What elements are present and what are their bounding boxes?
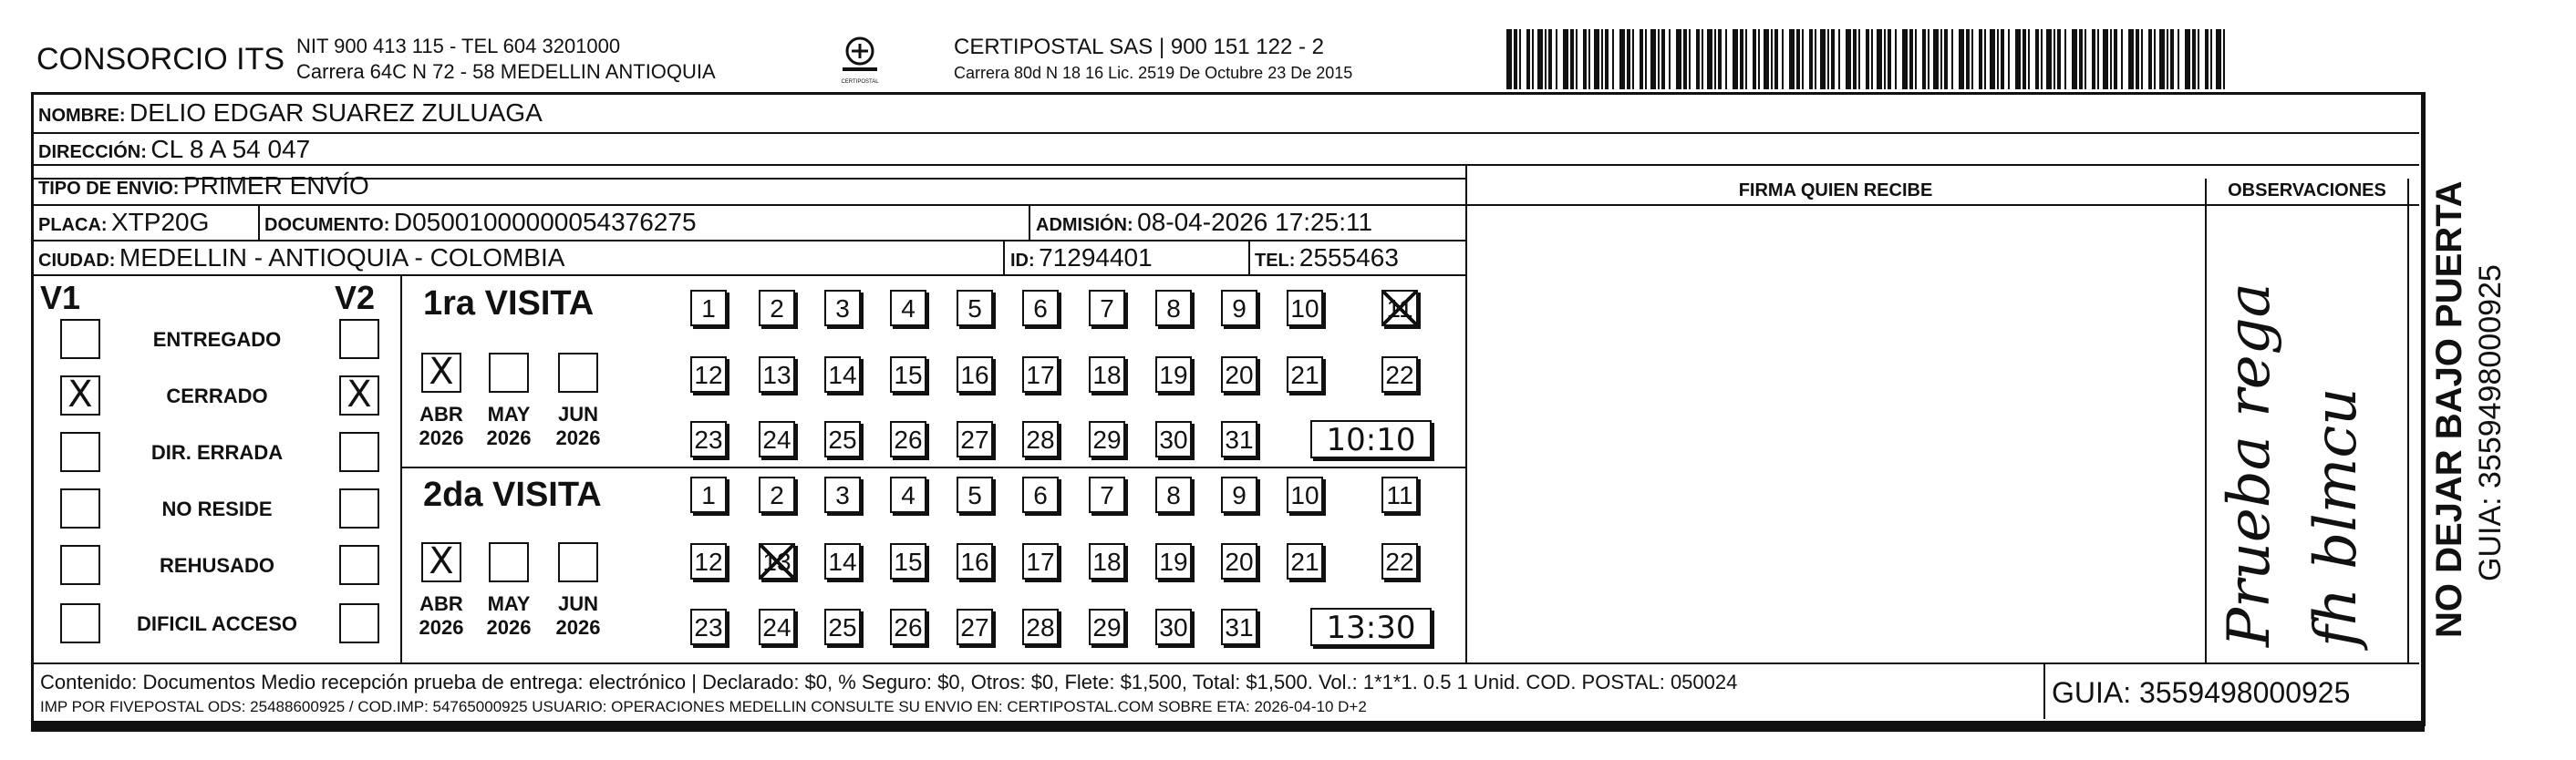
side-guia: GUIA: 3559498000925 — [2473, 264, 2508, 581]
visit2-day-box[interactable]: 18 — [1089, 543, 1125, 580]
barcode-bar — [2178, 29, 2179, 89]
barcode-bar — [1537, 29, 1543, 89]
barcode-bar — [2154, 29, 2156, 89]
visit1-day-box[interactable]: 28 — [1022, 421, 1059, 457]
barcode-bar — [1519, 29, 1521, 89]
tipo-value: PRIMER ENVÍO — [182, 171, 369, 200]
observaciones-header: OBSERVACIONES — [2228, 180, 2386, 200]
barcode-bar — [1702, 29, 1703, 89]
visit2-day-box[interactable]: 31 — [1221, 609, 1257, 645]
barcode-bar — [1827, 29, 1829, 89]
barcode-bar — [2205, 29, 2209, 89]
barcode-bar — [1563, 29, 1568, 89]
barcode-bar — [2041, 29, 2043, 89]
barcode-bar — [2128, 29, 2134, 89]
tel-cell — [1255, 243, 1399, 272]
visit1-day-box[interactable]: 6 — [1022, 290, 1059, 326]
barcode-bar — [2110, 29, 2112, 89]
status-v2-checkbox[interactable] — [339, 545, 379, 585]
barcode-bar — [1940, 29, 1942, 89]
company-nit: NIT 900 413 115 - TEL 604 3201000 — [296, 35, 621, 57]
barcode-bar — [1944, 29, 1948, 89]
barcode-bar — [1831, 29, 1835, 89]
footer-guia: GUIA: 3559498000925 — [2052, 676, 2351, 709]
visit2-day-box[interactable]: 21 — [1287, 543, 1323, 580]
barcode-bar — [1640, 29, 1643, 89]
visit2-day-box[interactable]: 16 — [957, 543, 993, 580]
status-v2-checkbox[interactable] — [339, 319, 379, 359]
footer-imp: IMP POR FIVEPOSTAL ODS: 25488600925 / COD.IMP: 54765000925 USUARIO: OPERACIONES MEDELLIN CONSULTE SU ENVIO EN: CERTIPOSTAL.COM SOBRE ETA: 2026-04-10 D+2 — [40, 698, 1367, 715]
status-v2-checkbox[interactable] — [339, 488, 379, 529]
barcode-bar — [1846, 29, 1851, 89]
nombre-value: DELIO EDGAR SUAREZ ZULUAGA — [129, 98, 543, 127]
id-value: 71294401 — [1039, 243, 1153, 272]
placa-value: XTP20G — [111, 208, 210, 236]
barcode-bar — [2216, 29, 2221, 89]
barcode-bar — [1661, 29, 1665, 89]
visit2-day-box[interactable]: 3 — [824, 477, 861, 513]
visit2-day-box[interactable]: 1 — [690, 477, 727, 513]
barcode-bar — [1545, 29, 1547, 89]
barcode-bar — [2046, 29, 2052, 89]
placa-label: PLACA: — [38, 215, 108, 235]
barcode-bar — [1576, 29, 1578, 89]
status-v1-checkbox[interactable] — [60, 545, 100, 585]
status-label: NO RESIDE — [161, 498, 273, 520]
status-v2-checkbox[interactable]: X — [339, 375, 379, 416]
visit2-month-checkbox[interactable]: X — [421, 542, 461, 582]
visit1-month-label: JUN 2026 — [555, 403, 601, 449]
visit2-day-box[interactable]: 23 — [690, 609, 727, 645]
visit1-day-box[interactable]: 21 — [1287, 356, 1323, 393]
visit2-time: 13:30 — [1310, 608, 1432, 646]
visit2-month-label: MAY 2026 — [486, 592, 532, 639]
barcode-bar — [1815, 29, 1816, 89]
visit1-day-box[interactable]: 31 — [1221, 421, 1257, 457]
barcode-bar — [2072, 29, 2077, 89]
barcode-bar — [2167, 29, 2168, 89]
status-label: CERRADO — [166, 385, 268, 407]
barcode-bar — [2114, 29, 2117, 89]
visit2-month-label: JUN 2026 — [555, 592, 601, 639]
admision-cell — [1036, 208, 1372, 237]
barcode-bar — [1627, 29, 1630, 89]
status-v2-checkbox[interactable] — [339, 603, 379, 643]
barcode-bar — [1532, 29, 1534, 89]
barcode-bar — [1866, 29, 1869, 89]
barcode-bar — [1909, 29, 1913, 89]
frame-shadow-bottom — [31, 721, 2425, 732]
status-v2-checkbox[interactable] — [339, 432, 379, 472]
visit1-day-box[interactable]: 1 — [690, 290, 727, 326]
barcode-bar — [1718, 29, 1722, 89]
barcode-bar — [1990, 29, 1995, 89]
barcode-bar — [2103, 29, 2108, 89]
visit1-day-box[interactable]: 8 — [1155, 290, 1192, 326]
tel-value: 2555463 — [1298, 243, 1399, 272]
tipo-row — [38, 171, 369, 200]
barcode-bar — [1696, 29, 1700, 89]
barcode-bar — [1902, 29, 1908, 89]
certipostal-logo — [837, 35, 883, 85]
v2-header: V2 — [335, 279, 376, 316]
barcode-bar — [1570, 29, 1574, 89]
barcode-bar — [1714, 29, 1716, 89]
barcode-bar — [1753, 29, 1756, 89]
visit1-day-box[interactable]: 14 — [824, 356, 861, 393]
barcode-bar — [1895, 29, 1897, 89]
visit2-day-box[interactable]: 7 — [1089, 477, 1125, 513]
barcode-bar — [1583, 29, 1587, 89]
barcode-bar — [1594, 29, 1599, 89]
barcode-bar — [1745, 29, 1747, 89]
barcode-bar — [1959, 29, 1964, 89]
barcode-bar — [1650, 29, 1656, 89]
barcode-bar — [2097, 29, 2099, 89]
frame-shadow-right — [2421, 92, 2424, 732]
barcode-bar — [1971, 29, 1973, 89]
courier-address: Carrera 80d N 18 16 Lic. 2519 De Octubre 23 De 2015 — [954, 64, 1353, 82]
visit2-day-box[interactable]: 29 — [1089, 609, 1125, 645]
barcode-bar — [2141, 29, 2143, 89]
visit1-day-box[interactable]: 20 — [1221, 356, 1257, 393]
barcode-bar — [2023, 29, 2026, 89]
barcode-bar — [1984, 29, 1986, 89]
barcode-bar — [1725, 29, 1727, 89]
visit1-day-box[interactable]: 19 — [1155, 356, 1192, 393]
barcode-bar — [2185, 29, 2190, 89]
visit2-day-box[interactable]: 22 — [1381, 543, 1418, 580]
barcode-bar — [2079, 29, 2083, 89]
barcode-bar — [1669, 29, 1671, 89]
ciudad-cell — [38, 243, 564, 272]
id-cell — [1010, 243, 1153, 272]
visit2-title: 2da VISITA — [423, 476, 602, 514]
observaciones-handwriting-2: fh blmcu — [2302, 387, 2370, 647]
visit2-day-box[interactable]: 30 — [1155, 609, 1192, 645]
visit2-day-box[interactable]: 20 — [1221, 543, 1257, 580]
barcode-bar — [1884, 29, 1886, 89]
observaciones-handwriting-1: Prueba rega — [2216, 282, 2283, 647]
visit1-month-checkbox[interactable] — [558, 353, 598, 393]
barcode-bar — [1796, 29, 1800, 89]
barcode-bar — [2008, 29, 2010, 89]
barcode-bar — [1809, 29, 1813, 89]
visit1-day-box[interactable]: 11 — [1381, 290, 1418, 326]
barcode-bar — [1645, 29, 1647, 89]
barcode-bar — [1683, 29, 1687, 89]
visit1-day-box[interactable]: 27 — [957, 421, 993, 457]
ciudad-label: CIUDAD: — [38, 251, 116, 271]
visit2-day-box[interactable]: 25 — [824, 609, 861, 645]
visit1-day-box[interactable]: 7 — [1089, 290, 1125, 326]
visit2-day-box[interactable]: 26 — [890, 609, 926, 645]
barcode-bar — [1689, 29, 1691, 89]
visit1-day-box[interactable]: 2 — [759, 290, 795, 326]
visit1-month-label: ABR 2026 — [419, 403, 464, 449]
documento-value: D05001000000054376275 — [393, 208, 697, 236]
placa-cell — [38, 208, 209, 237]
barcode-bar — [1997, 29, 1999, 89]
barcode-bar — [1556, 29, 1557, 89]
barcode-bar — [1933, 29, 1939, 89]
barcode-bar — [2001, 29, 2004, 89]
barcode-bar — [2057, 29, 2061, 89]
logo-icon — [837, 35, 883, 80]
courier-name: CERTIPOSTAL SAS | 900 151 122 - 2 — [954, 35, 1324, 59]
barcode-bar — [1658, 29, 1660, 89]
id-label: ID: — [1010, 251, 1035, 271]
visit2-day-box[interactable]: 6 — [1022, 477, 1059, 513]
status-v1-checkbox[interactable] — [60, 603, 100, 643]
footer-contenido: Contenido: Documentos Medio recepción prueba de entrega: electrónico | Declarado: $0, % Seguro: $0, Otros: $0, Flete: $1,500, Total: $1,500. Vol.: 1*1*1. 0.5 1 Unid. COD. POSTAL: 050024 — [40, 671, 1738, 693]
barcode-bar — [2028, 29, 2030, 89]
visit1-day-box[interactable]: 22 — [1381, 356, 1418, 393]
barcode-bar — [1922, 29, 1926, 89]
barcode-bar — [2015, 29, 2021, 89]
barcode-bar — [1619, 29, 1625, 89]
status-v1-checkbox[interactable] — [60, 432, 100, 472]
status-label: DIR. ERRADA — [150, 441, 284, 464]
barcode-bar — [1601, 29, 1603, 89]
barcode-bar — [1871, 29, 1873, 89]
tel-label: TEL: — [1255, 251, 1296, 271]
side-warning: NO DEJAR BAJO PUERTA — [2429, 180, 2469, 638]
visit1-day-box[interactable]: 12 — [690, 356, 727, 393]
status-v1-checkbox[interactable]: X — [60, 375, 100, 416]
direccion-label: DIRECCIÓN: — [38, 142, 147, 162]
visit1-day-box[interactable]: 17 — [1022, 356, 1059, 393]
barcode — [1506, 29, 2227, 89]
visit2-month-checkbox[interactable] — [489, 542, 529, 582]
visit2-day-box[interactable]: 24 — [759, 609, 795, 645]
barcode-bar — [1758, 29, 1760, 89]
signature-area[interactable] — [1470, 208, 2199, 658]
visit2-day-box[interactable]: 4 — [890, 477, 926, 513]
visit1-day-box[interactable]: 18 — [1089, 356, 1125, 393]
visit1-day-box[interactable]: 13 — [759, 356, 795, 393]
visit2-day-box[interactable]: 5 — [957, 477, 993, 513]
visit2-day-box[interactable]: 8 — [1155, 477, 1192, 513]
visit2-day-box[interactable]: 13 — [759, 543, 795, 580]
visit2-day-box[interactable]: 17 — [1022, 543, 1059, 580]
barcode-bar — [2170, 29, 2174, 89]
visit1-day-box[interactable]: 25 — [824, 421, 861, 457]
status-v1-checkbox[interactable] — [60, 319, 100, 359]
barcode-bar — [1966, 29, 1970, 89]
visit2-day-box[interactable]: 2 — [759, 477, 795, 513]
status-label: REHUSADO — [160, 554, 274, 577]
ciudad-value: MEDELLIN - ANTIOQUIA - COLOMBIA — [119, 243, 565, 272]
barcode-bar — [2159, 29, 2165, 89]
admision-label: ADMISIÓN: — [1036, 215, 1133, 235]
barcode-bar — [1838, 29, 1840, 89]
firma-header: FIRMA QUIEN RECIBE — [1738, 180, 1933, 200]
visit2-day-box[interactable]: 11 — [1381, 477, 1418, 513]
barcode-bar — [1514, 29, 1517, 89]
visit2-day-box[interactable]: 28 — [1022, 609, 1059, 645]
barcode-bar — [2035, 29, 2039, 89]
visit1-day-box[interactable]: 23 — [690, 421, 727, 457]
barcode-bar — [1733, 29, 1738, 89]
admision-value: 08-04-2026 17:25:11 — [1137, 208, 1373, 236]
barcode-bar — [1928, 29, 1929, 89]
visit1-month-checkbox[interactable]: X — [421, 353, 461, 393]
barcode-bar — [1548, 29, 1552, 89]
barcode-bar — [2054, 29, 2055, 89]
documento-label: DOCUMENTO: — [264, 215, 390, 235]
barcode-bar — [1951, 29, 1953, 89]
barcode-bar — [1915, 29, 1917, 89]
barcode-bar — [1789, 29, 1795, 89]
barcode-bar — [1979, 29, 1982, 89]
barcode-bar — [1740, 29, 1743, 89]
status-label: DIFICIL ACCESO — [136, 612, 297, 635]
barcode-bar — [1820, 29, 1826, 89]
barcode-bar — [2192, 29, 2196, 89]
visit1-day-box[interactable]: 9 — [1221, 290, 1257, 326]
visit1-day-box[interactable]: 10 — [1287, 290, 1323, 326]
barcode-bar — [2121, 29, 2123, 89]
visit2-month-checkbox[interactable] — [558, 542, 598, 582]
documento-cell — [264, 208, 697, 237]
visit2-day-box[interactable]: 10 — [1287, 477, 1323, 513]
visit2-day-box[interactable]: 14 — [824, 543, 861, 580]
visit1-time: 10:10 — [1310, 420, 1432, 458]
barcode-bar — [1802, 29, 1804, 89]
barcode-bar — [1877, 29, 1882, 89]
status-v1-checkbox[interactable] — [60, 488, 100, 529]
barcode-bar — [2136, 29, 2139, 89]
visit2-month-label: ABR 2026 — [419, 592, 464, 639]
nombre-row — [38, 98, 543, 128]
company-name: CONSORCIO ITS — [36, 42, 285, 77]
visit2-day-box[interactable]: 9 — [1221, 477, 1257, 513]
v1-header: V1 — [40, 279, 81, 316]
barcode-bar — [1588, 29, 1590, 89]
barcode-bar — [2064, 29, 2066, 89]
direccion-row — [38, 135, 310, 164]
tipo-label: TIPO DE ENVIO: — [38, 179, 180, 199]
barcode-bar — [2210, 29, 2212, 89]
barcode-bar — [2148, 29, 2152, 89]
nombre-label: NOMBRE: — [38, 106, 126, 126]
barcode-bar — [1858, 29, 1860, 89]
barcode-bar — [1612, 29, 1614, 89]
barcode-bar — [1605, 29, 1609, 89]
visit2-day-box[interactable]: 19 — [1155, 543, 1192, 580]
visit1-day-box[interactable]: 3 — [824, 290, 861, 326]
visit1-month-label: MAY 2026 — [486, 403, 532, 449]
visit2-day-box[interactable]: 15 — [890, 543, 926, 580]
visit2-day-box[interactable]: 12 — [690, 543, 727, 580]
barcode-bar — [1707, 29, 1712, 89]
visit2-day-box[interactable]: 27 — [957, 609, 993, 645]
barcode-bar — [1506, 29, 1512, 89]
barcode-bar — [1888, 29, 1891, 89]
barcode-bar — [2223, 29, 2225, 89]
direccion-value: CL 8 A 54 047 — [150, 135, 311, 163]
visit1-day-box[interactable]: 15 — [890, 356, 926, 393]
barcode-bar — [1853, 29, 1857, 89]
barcode-bar — [1676, 29, 1681, 89]
barcode-bar — [1526, 29, 1530, 89]
visit1-day-box[interactable]: 30 — [1155, 421, 1192, 457]
barcode-bar — [2085, 29, 2086, 89]
barcode-bar — [1632, 29, 1634, 89]
visit1-title: 1ra VISITA — [423, 284, 595, 323]
barcode-bar — [2198, 29, 2199, 89]
barcode-bar — [1782, 29, 1784, 89]
visit1-day-box[interactable]: 26 — [890, 421, 926, 457]
company-address: Carrera 64C N 72 - 58 MEDELLIN ANTIOQUIA — [296, 60, 716, 83]
visit1-day-box[interactable]: 5 — [957, 290, 993, 326]
visit1-day-box[interactable]: 16 — [957, 356, 993, 393]
visit1-day-box[interactable]: 4 — [890, 290, 926, 326]
barcode-bar — [1771, 29, 1773, 89]
status-label: ENTREGADO — [152, 328, 282, 351]
visit1-day-box[interactable]: 29 — [1089, 421, 1125, 457]
visit1-month-checkbox[interactable] — [489, 353, 529, 393]
logo-caption: CERTIPOSTAL — [841, 79, 879, 85]
barcode-bar — [1774, 29, 1778, 89]
visit1-day-box[interactable]: 24 — [759, 421, 795, 457]
barcode-bar — [1764, 29, 1769, 89]
barcode-bar — [2092, 29, 2095, 89]
